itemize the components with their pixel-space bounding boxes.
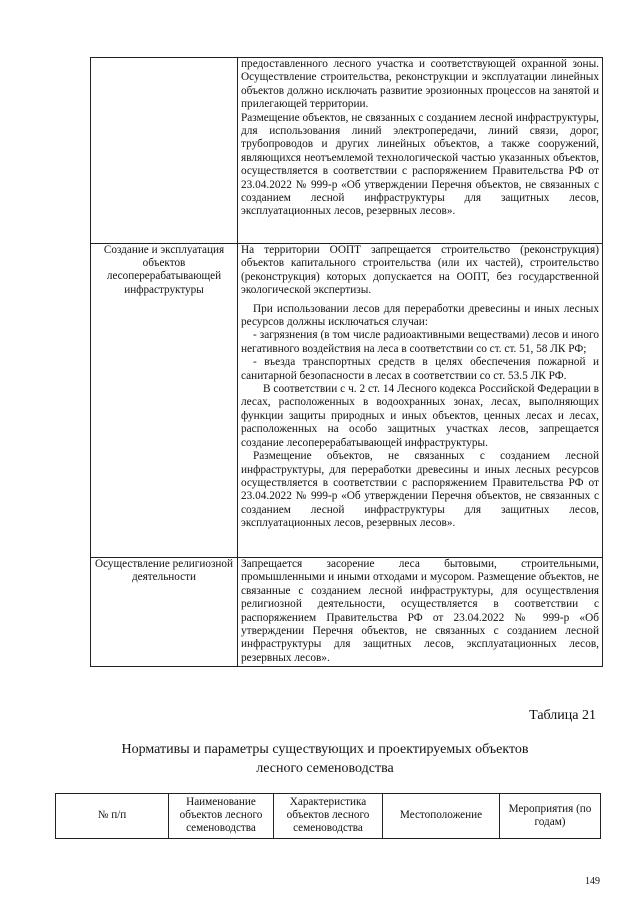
- header-characteristics: Характеристика объектов лесного семеноводства: [274, 794, 383, 839]
- paragraph: Запрещается засорение леса бытовыми, строительными, промышленными и иными отходами и мусором. Размещение объектов, не связанные с созданием лесной инфраструктуры, для осуществления религиозной деятельности, осуществляется в соответствии с распоряжением Правительства РФ от 23.04.2022 № 999-р «Об утверждении Перечня объектов, не связанных с созданием лесной инфраструктуры для защитных лесов, эксплуатационных лесов, резервных лесов».: [241, 558, 599, 664]
- table-header-row: [56, 794, 601, 839]
- paragraph: Размещение объектов, не связанных с созданием лесной инфраструктуры, для переработки древесины и иных лесных ресурсов осуществляется в соответствии с распоряжением Правительства РФ от 23.04.2022 № 999-р «Об утверждении Перечня объектов, не связанных с созданием лесной инфраструктуры для защитных лесов, эксплуатационных лесов, резервных лесов».: [241, 450, 599, 530]
- paragraph: Размещение объектов, не связанных с созданием лесной инфраструктуры, для использования линий электропередачи, линий связи, дорог, трубопроводов и других линейных объектов, а также сооружений, являющихся неотъемлемой технологической частью указанных объектов, осуществляется в соответствии с распоряжением Правительства РФ от 23.04.2022 № 999-р «Об утверждении Перечня объектов, не связанных с созданием лесной инфраструктуры для защитных лесов, эксплуатационных лесов, резервных лесов».: [241, 111, 599, 218]
- table-row: [91, 558, 603, 667]
- header-number: № п/п: [56, 794, 169, 839]
- seed-objects-table: [55, 793, 601, 839]
- requirements-cell: [238, 558, 603, 667]
- table-caption: Таблица 21: [529, 708, 596, 723]
- activity-cell: Осуществление религиозной деятельности: [91, 558, 238, 667]
- header-object-name: Наименование объектов лесного семеноводства: [169, 794, 274, 839]
- restrictions-table-continued: [90, 57, 603, 667]
- paragraph: На территории ООПТ запрещается строительство (реконструкция) объектов капитального строительства (или их частей), строительство (реконструкция) которых допускается на ООПТ, без государственной экологической экспертизы.: [241, 244, 599, 297]
- header-measures: Мероприятия (по годам): [500, 794, 601, 839]
- activity-cell: Создание и эксплуатация объектов лесоперерабатывающей инфраструктуры: [91, 244, 238, 558]
- requirements-cell: [238, 244, 603, 558]
- table-title-line: Нормативы и параметры существующих и проектируемых объектов: [121, 742, 529, 757]
- paragraph: - загрязнения (в том числе радиоактивными веществами) лесов и иного негативного воздействия на леса в соответствии со ст. ст. 51, 58 ЛК РФ;: [241, 329, 599, 355]
- paragraph: При использовании лесов для переработки древесины и иных лесных ресурсов должны исключаться случаи:: [241, 302, 599, 329]
- table-title-line: лесного семеноводства: [256, 761, 394, 776]
- page-number: 149: [585, 876, 600, 887]
- requirements-cell: [238, 58, 603, 244]
- paragraph: В соответствии с ч. 2 ст. 14 Лесного кодекса Российской Федерации в лесах, расположенных в водоохранных зонах, лесах, выполняющих функции защиты природных и иных объектов, ценных лесах и лесах, расположенных на особо защитных участках лесов, запрещается создание лесоперерабатывающей инфраструктуры.: [241, 383, 599, 449]
- table-row: [91, 244, 603, 558]
- header-location: Местоположение: [383, 794, 500, 839]
- table-row: [91, 58, 603, 244]
- table-title: [90, 740, 560, 778]
- paragraph: - въезда транспортных средств в целях обеспечения пожарной и санитарной безопасности в лесах в соответствии со ст. 53.5 ЛК РФ.: [241, 356, 599, 382]
- activity-cell: [91, 58, 238, 244]
- paragraph: предоставленного лесного участка и соответствующей охранной зоны. Осуществление строительства, реконструкции и эксплуатации линейных объектов должно исключать развитие эрозионных процессов на занятой и прилегающей территории.: [241, 58, 599, 111]
